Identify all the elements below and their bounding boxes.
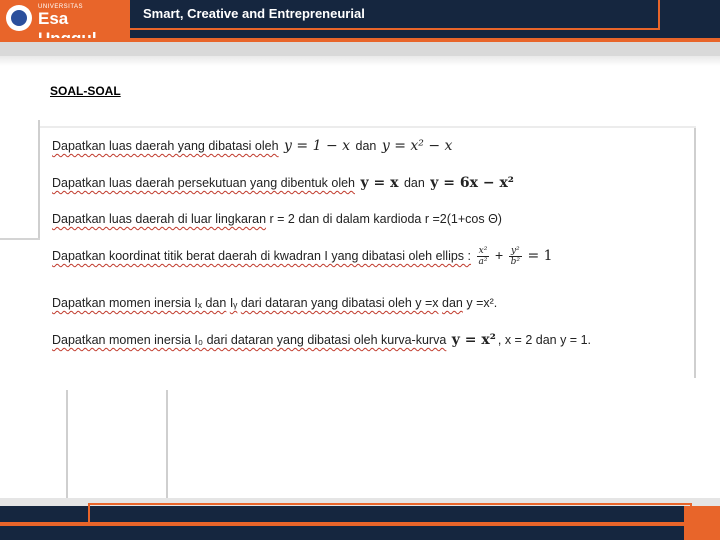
fraction-y (509, 246, 522, 267)
footer-corner-block (684, 506, 720, 540)
question-3-rest: r = 2 dan di dalam kardioda (269, 212, 422, 226)
question-5 (52, 296, 497, 310)
header-shadow-band (0, 42, 720, 56)
question-2 (52, 175, 516, 191)
fraction-y-den: b² (510, 257, 521, 267)
question-4-text: Dapatkan koordinat titik berat daerah di kwadran I yang dibatasi oleh ellips : (52, 248, 472, 263)
header-fade-band (0, 56, 720, 66)
question-5-end: y =x². (466, 296, 498, 310)
question-2-text: Dapatkan luas daerah persekutuan yang dibentuk oleh (52, 176, 355, 190)
decor-line (694, 128, 696, 378)
question-2-mid: dan (403, 176, 425, 190)
decor-line (38, 120, 40, 240)
question-6 (52, 332, 591, 348)
question-6-end: , x = 2 dan y = 1. (497, 333, 591, 347)
university-logo (0, 0, 130, 38)
decor-line (166, 390, 168, 500)
equation-rhs: = 1 (527, 247, 553, 264)
fraction-x-den: a² (478, 257, 488, 267)
decor-line (40, 126, 696, 128)
fraction-x-num: x² (477, 246, 490, 257)
question-5-iy: Iᵧ (229, 296, 238, 310)
logo-subtitle: UNIVERSITAS (38, 4, 84, 10)
page-heading: SOAL-SOAL (50, 84, 121, 98)
question-1-mid: dan (355, 139, 377, 153)
question-4 (52, 246, 553, 267)
question-5-text: Dapatkan momen inersia Iₓ dan (52, 296, 227, 310)
question-5-mid: dan (442, 296, 463, 310)
plus-sign: + (494, 246, 504, 263)
question-3 (52, 212, 502, 226)
logo-name: Esa (38, 9, 69, 28)
question-2-eq2: y = 6x − x² (430, 175, 514, 191)
question-6-eq: y = x² (451, 332, 496, 348)
question-5-rest: dari dataran yang dibatasi oleh y =x (240, 296, 439, 310)
question-1-eq1: y = 1 − x (284, 138, 351, 154)
tagline: Smart, Creative and Entrepreneurial (143, 6, 365, 21)
question-3-text: Dapatkan luas daerah di luar lingkaran (52, 212, 267, 226)
question-1 (52, 138, 454, 154)
decor-line (66, 390, 68, 500)
question-2-eq1: y = x (360, 175, 399, 191)
question-1-text: Dapatkan luas daerah yang dibatasi oleh (52, 139, 279, 153)
decor-line (0, 238, 40, 240)
footer-frame (88, 503, 692, 525)
seal-icon (6, 5, 32, 31)
fraction-x (477, 246, 490, 267)
question-3-eq: r =2(1+cos Θ) (424, 212, 502, 226)
fraction-y-num: y² (509, 246, 522, 257)
question-1-eq2: y = x² − x (381, 138, 453, 154)
question-6-text: Dapatkan momen inersia I₀ dari dataran yang dibatasi oleh kurva-kurva (52, 333, 447, 347)
